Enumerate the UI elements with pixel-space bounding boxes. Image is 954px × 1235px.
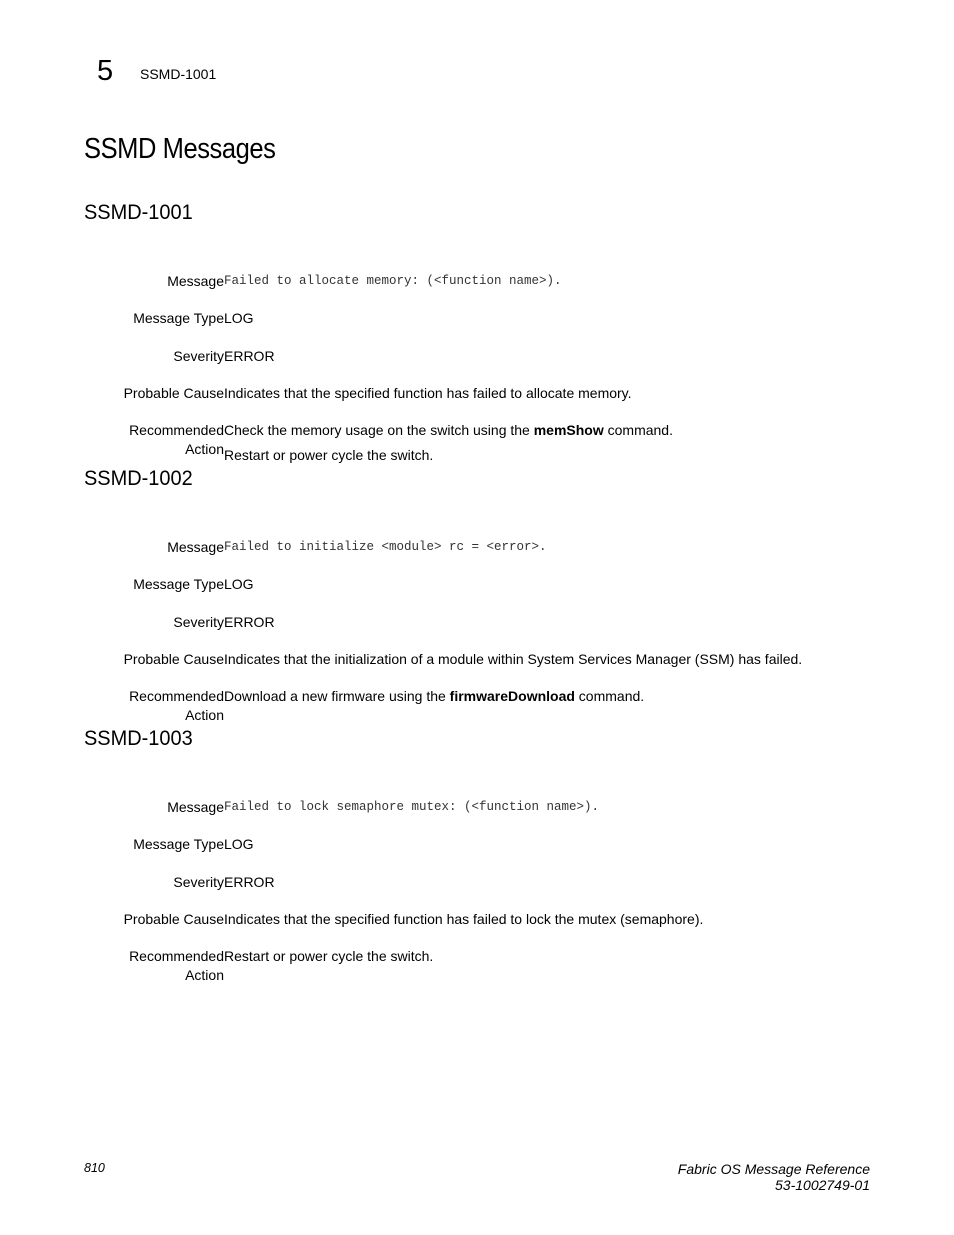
chapter-number: 5 — [97, 55, 114, 87]
field-value-severity: ERROR — [224, 614, 275, 630]
section-title: SSMD-1001 — [84, 201, 193, 224]
field-value-probable-cause: Indicates that the specified function has failed to allocate memory. — [224, 385, 632, 401]
field-recommended-action — [84, 421, 884, 465]
field-label-line: Action — [185, 967, 224, 983]
field-label — [84, 947, 224, 985]
field-label: Message Type — [133, 836, 224, 852]
field-value-severity: ERROR — [224, 874, 275, 890]
field-label: Message — [167, 273, 224, 289]
field-label-line: Action — [185, 707, 224, 723]
field-value-recommended-action — [224, 421, 884, 465]
field-label: Probable Cause — [123, 651, 224, 667]
field-value-message-type: LOG — [224, 576, 254, 592]
field-label-line: Recommended — [129, 688, 224, 704]
field-label-line: Action — [185, 441, 224, 457]
field-value-probable-cause: Indicates that the initialization of a module within System Services Manager (SSM) has failed. — [224, 651, 803, 667]
field-value-message-type: LOG — [224, 836, 254, 852]
field-label — [84, 421, 224, 459]
action-step: Restart or power cycle the switch. — [224, 447, 434, 463]
command-name: firmwareDownload — [449, 688, 575, 704]
field-value-message-type: LOG — [224, 310, 254, 326]
field-label: Severity — [173, 614, 224, 630]
action-step — [224, 687, 884, 706]
action-step: Restart or power cycle the switch. — [224, 948, 434, 964]
field-severity — [84, 873, 884, 892]
section-title: SSMD-1003 — [84, 727, 193, 750]
field-message-type — [84, 575, 884, 594]
field-label: Message Type — [133, 310, 224, 326]
field-message-type — [84, 309, 884, 328]
action-text: Check the memory usage on the switch using the — [224, 422, 534, 438]
field-recommended-action — [84, 687, 884, 723]
field-label: Severity — [173, 874, 224, 890]
field-label — [84, 687, 224, 725]
command-name: memShow — [533, 422, 604, 438]
field-value-message: Failed to lock semaphore mutex: (<function name>). — [224, 800, 600, 814]
field-value-message: Failed to initialize <module> rc = <error>. — [224, 540, 547, 554]
footer-book-info — [678, 1161, 870, 1193]
field-label: Severity — [173, 348, 224, 364]
field-value-severity: ERROR — [224, 348, 275, 364]
field-probable-cause — [84, 910, 884, 929]
action-text: Download a new firmware using the — [224, 688, 450, 704]
message-section-ssmd-1003 — [84, 726, 884, 983]
field-recommended-action — [84, 947, 884, 983]
page-number: 810 — [84, 1161, 105, 1175]
field-severity — [84, 613, 884, 632]
action-step — [224, 421, 884, 440]
field-probable-cause — [84, 384, 884, 403]
field-probable-cause — [84, 650, 884, 669]
field-label: Probable Cause — [123, 911, 224, 927]
field-value-message: Failed to allocate memory: (<function name>). — [224, 274, 562, 288]
book-title: Fabric OS Message Reference — [677, 1161, 870, 1177]
section-title: SSMD-1002 — [84, 467, 193, 490]
field-label: Message — [167, 799, 224, 815]
doc-number: 53-1002749-01 — [775, 1177, 870, 1193]
field-value-recommended-action — [224, 687, 884, 706]
field-value-probable-cause: Indicates that the specified function has failed to lock the mutex (semaphore). — [224, 911, 704, 927]
action-text: command. — [603, 422, 673, 438]
field-label: Message Type — [133, 576, 224, 592]
field-message — [84, 798, 884, 817]
field-severity — [84, 347, 884, 366]
message-section-ssmd-1002 — [84, 466, 884, 723]
running-head: SSMD-1001 — [140, 66, 217, 82]
field-value-recommended-action — [224, 947, 884, 966]
field-label: Probable Cause — [123, 385, 224, 401]
page-title: SSMD Messages — [84, 133, 276, 165]
message-section-ssmd-1001 — [84, 200, 884, 463]
field-message — [84, 538, 884, 557]
field-label-line: Recommended — [129, 948, 224, 964]
field-message-type — [84, 835, 884, 854]
field-label: Message — [167, 539, 224, 555]
action-text: command. — [574, 688, 645, 704]
field-message — [84, 272, 884, 291]
field-label-line: Recommended — [129, 422, 224, 438]
